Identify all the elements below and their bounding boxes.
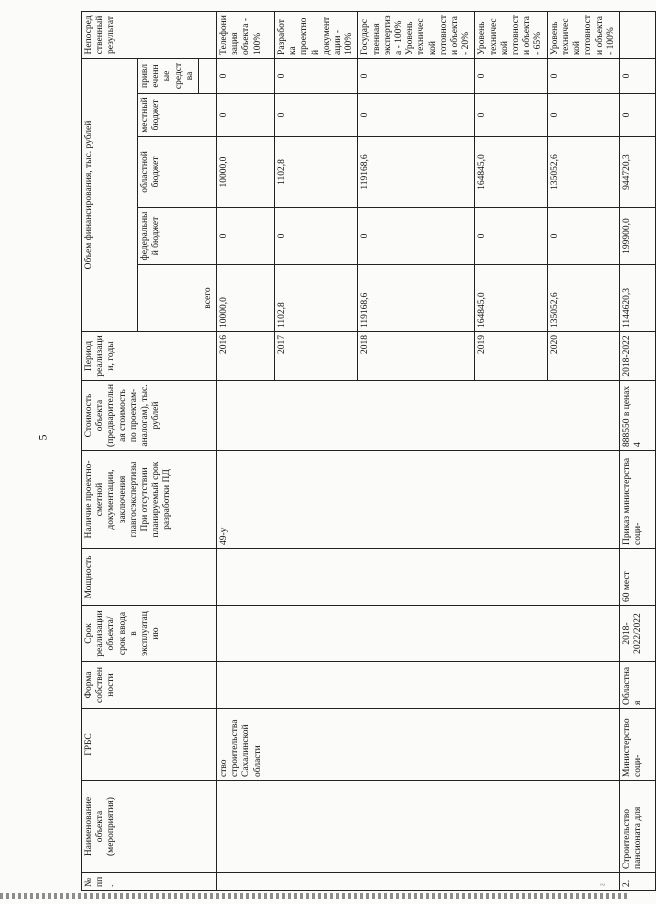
row-federal: 0 <box>275 208 358 265</box>
row-total: 1102,8 <box>275 265 358 332</box>
row-attracted: 0 <box>358 58 475 93</box>
row-local: 0 <box>358 94 475 137</box>
row-regional: 10000,0 <box>217 137 275 208</box>
header-capacity: Мощность <box>82 549 217 606</box>
row-federal: 0 <box>547 208 619 265</box>
row-federal: 0 <box>475 208 547 265</box>
cell-term-blank <box>217 606 620 662</box>
row-result: Уровень технической готовности объекта - 100% <box>547 11 619 58</box>
header-cost: Стоимость объекта (предварительная стоимость по проектам-аналогам), тыс. рублей <box>82 381 217 451</box>
row-local: 0 <box>275 94 358 137</box>
item2-local: 0 <box>619 94 655 137</box>
row-result: Телефонизация объекта - 100% <box>217 11 275 58</box>
header-period: Период реализации, годы <box>82 332 217 381</box>
item2-cost: 888550 в ценах 4 <box>619 381 655 451</box>
header-num: № пп. <box>82 873 217 891</box>
item2-attracted: 0 <box>619 58 655 93</box>
header-fin-attracted: привлеченные средства <box>138 58 199 93</box>
row-regional: 135052,6 <box>547 137 619 208</box>
row-regional: 1102,8 <box>275 137 358 208</box>
row-regional: 119168,6 <box>358 137 475 208</box>
row-attracted: 0 <box>217 58 275 93</box>
item2-result <box>619 11 655 58</box>
row-result: Разработка проектной документации - 100% <box>275 11 358 58</box>
item2-capacity: 60 мест <box>619 549 655 606</box>
row-year: 2020 <box>547 332 619 381</box>
row-year: 2017 <box>275 332 358 381</box>
row-federal: 0 <box>358 208 475 265</box>
header-fin-attracted-spacer <box>199 58 217 93</box>
row-year: 2019 <box>475 332 547 381</box>
header-grbs: ГРБС <box>82 709 217 781</box>
grbs-continuation: ство строительства Сахалинской области <box>217 709 620 781</box>
row-total: 164845,0 <box>475 265 547 332</box>
item2-name: Строительство пансионата для <box>619 781 655 873</box>
item2-num: 2. <box>619 873 655 891</box>
row-federal: 0 <box>217 208 275 265</box>
item2-total: 1144620,3 <box>619 265 655 332</box>
scan-artifact-line <box>0 893 630 899</box>
row-regional: 164845,0 <box>475 137 547 208</box>
header-ownership: Форма собственности <box>82 662 217 709</box>
cell-capacity-blank <box>217 549 620 606</box>
header-fin-regional: областной бюджет <box>138 137 217 208</box>
header-fin-federal: федеральный бюджет <box>138 208 217 265</box>
cell-ownership-blank <box>217 662 620 709</box>
item2-federal: 199900,0 <box>619 208 655 265</box>
row-attracted: 0 <box>547 58 619 93</box>
page-number: 5 <box>35 434 50 441</box>
row-attracted: 0 <box>275 58 358 93</box>
header-fin-local: местный бюджет <box>138 94 217 137</box>
rotated-document-table <box>81 12 644 891</box>
item2-documentation: Приказ министерства соци- <box>619 451 655 549</box>
row-year: 2018 <box>358 332 475 381</box>
row-result: Уровень технической готовности объекта - 65% <box>475 11 547 58</box>
header-term: Срок реализации объекта/срок ввода в эксплуатацию <box>82 606 217 662</box>
item2-ownership: Областная <box>619 662 655 709</box>
item2-period: 2018-2022 <box>619 332 655 381</box>
row-attracted: 0 <box>475 58 547 93</box>
header-result: Непосредственный результат <box>82 11 217 58</box>
row-local: 0 <box>547 94 619 137</box>
cell-cost-blank <box>217 381 620 451</box>
header-fin-total: всего <box>138 265 217 332</box>
financing-table <box>81 11 656 891</box>
row-total: 10000,0 <box>217 265 275 332</box>
header-name: Наименование объекта (мероприятия) <box>82 781 217 873</box>
row-total: 135052,6 <box>547 265 619 332</box>
header-documentation: Наличие проектно-сметной документации, заключения главгосэкспертизы При отсутствии планируемый срок разработки ПД <box>82 451 217 549</box>
row-year: 2016 <box>217 332 275 381</box>
header-financing: Объем финансирования, тыс. рублей <box>82 58 138 331</box>
item2-grbs: Министерство соци- <box>619 709 655 781</box>
item2-term: 2018-2022/2022 <box>619 606 655 662</box>
row-local: 0 <box>217 94 275 137</box>
row-local: 0 <box>475 94 547 137</box>
scan-artifact-mark: ~ <box>600 880 606 891</box>
row-result: Государственная экспертиза - 100% Уровень технической готовности объекта - 20% <box>358 11 475 58</box>
documentation-continuation: 49-у <box>217 451 620 549</box>
cell-name-blank <box>217 781 620 873</box>
row-total: 119168,6 <box>358 265 475 332</box>
item2-regional: 944720,3 <box>619 137 655 208</box>
cell-num-blank <box>217 873 620 891</box>
